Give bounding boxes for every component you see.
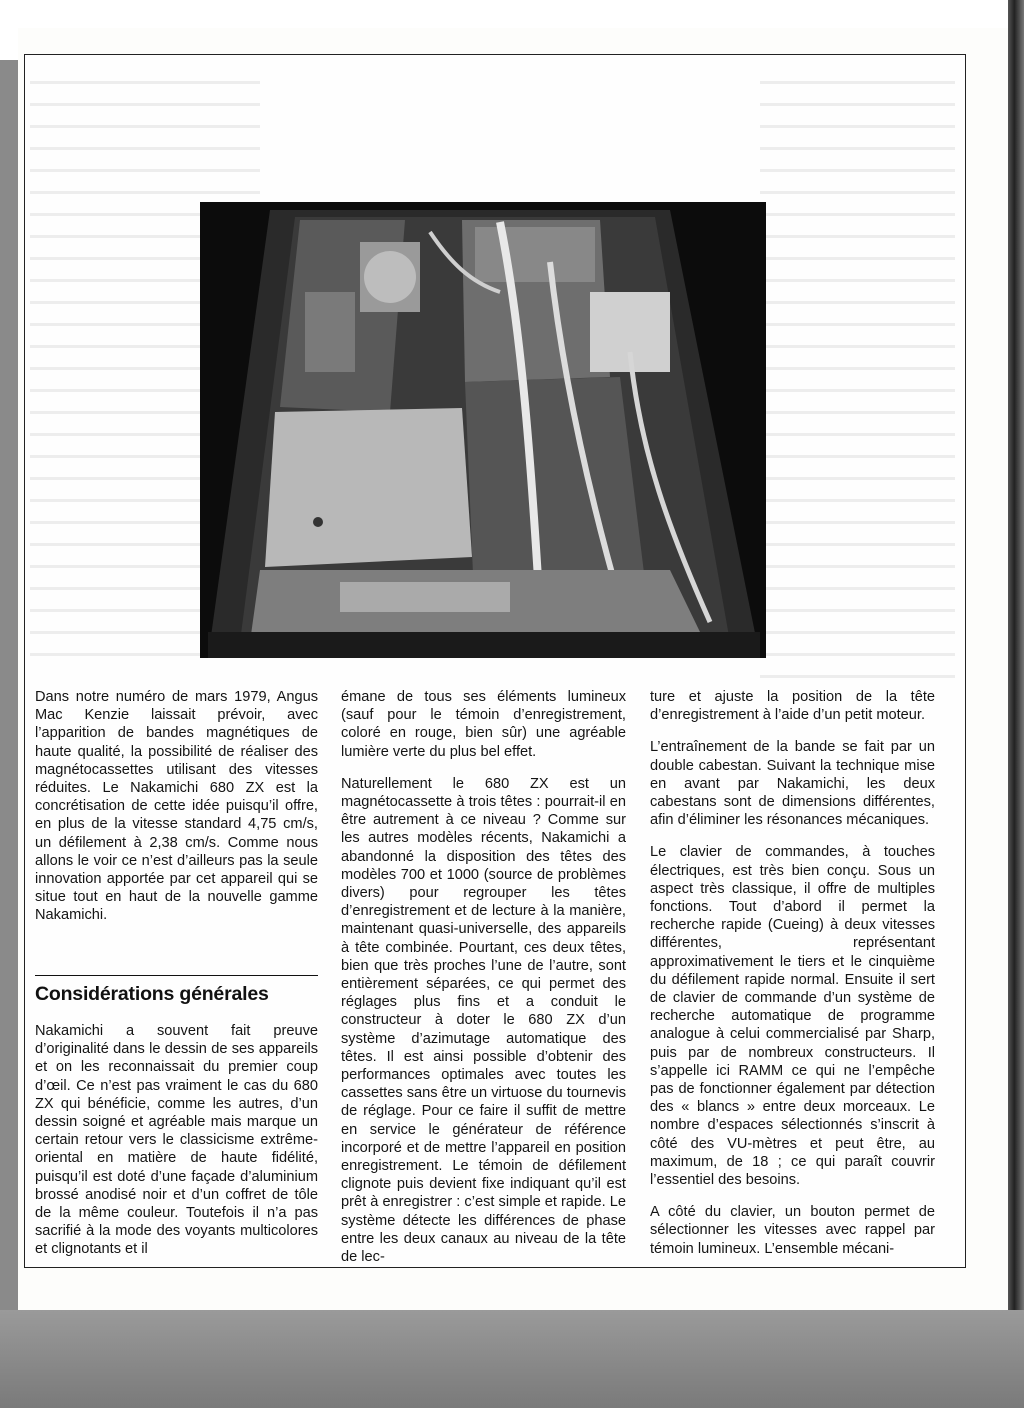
show-through-text-right — [760, 70, 955, 690]
paragraph: Le clavier de commandes, à touches électriques, est très bien conçu. Sous un aspect très classique, il offre de multiples fonctions. Tout d’abord il permet la recherche rapide (Cueing) à deux vitesses différentes, représentant approximativement le tiers et le cinquième du défilement rapide normal. Ensuite il sert de clavier de commande d’un système de recherche automatique de programme analogue à celui commercialisé par Sharp, puis par de nombreux constructeurs. Il s’appelle ici RAMM ce qui ne l’empêche pas de fonctionner également par détection des « blancs » entre deux morceaux. Le nombre d’espaces sélectionnés s’inscrit à côté des VU-mètres et peut être, au maximum, de 18 ; ce qui paraît couvrir l’essentiel des besoins. — [650, 844, 935, 1189]
column-3 — [650, 688, 935, 1272]
section-heading: Considérations générales — [35, 983, 269, 1005]
paragraph: A côté du clavier, un bouton permet de sélectionner les vitesses avec rappel par témoin lumineux. L’ensemble mécani- — [650, 1204, 935, 1257]
section-rule — [35, 975, 318, 976]
chassis-illustration — [200, 202, 766, 658]
column-1-intro — [35, 688, 318, 939]
column-2 — [341, 688, 626, 1280]
paragraph: émane de tous ses éléments lumineux (sauf pour le témoin d’enregistrement, coloré en rouge, bien sûr) une agréable lumière verte du plus bel effet. — [341, 689, 626, 760]
section-paragraph: Nakamichi a souvent fait preuve d’originalité dans le dessin de ses appareils et on les reconnaissait du premier coup d’œil. Ce n’est pas vraiment le cas du 680 ZX qui bénéficie, comme les autres, d’un dessin soigné et agréable mais marque un certain retour vers le classicisme extrême-oriental en matière de haute fidélité, puisqu’il est doté d’une façade d’aluminium brossé anodisé noir et d’un coffret de tôle de la même couleur. Toutefois il n’a pas sacrifié à la mode des voyants multicolores et clignotants et il — [35, 1023, 318, 1258]
chassis-photo — [200, 202, 766, 658]
paragraph: Naturellement le 680 ZX est un magnétocassette à trois têtes : pourrait-il en être autrement à ce niveau ? Comme sur les autres modèles récents, Nakamichi a abandonné la disposition des têtes des modèles 700 et 1000 (source de problèmes divers) pour regrouper les têtes d’enregistrement et de lecture à la manière, maintenant quasi-universelle, des appareils à tête combinée. Pourtant, ces deux têtes, bien que très proches l’une de l’autre, sont entièrement séparées, ce qui permet des réglages plus fins et a conduit le constructeur à doter le 680 ZX d’un système d’azimutage automatique des têtes. Il est ainsi possible d’obtenir des performances optimales avec toutes les cassettes sans être un virtuose du tournevis de réglage. Pour ce faire il suffit de mettre en service le générateur de référence incorporé et de mettre l’appareil en position enregistrement. Le témoin de défilement clignote puis devient fixe indiquant qu’il est prêt à enregistrer : c’est simple et rapide. Le système détecte les différences de phase entre les deux canaux au niveau de la tête de lec- — [341, 775, 626, 1266]
binding-edge — [1008, 0, 1024, 1310]
column-1-section — [35, 1022, 318, 1273]
paragraph: ture et ajuste la position de la tête d’enregistrement à l’aide d’un petit moteur. — [650, 689, 935, 724]
paragraph: L’entraînement de la bande se fait par un double cabestan. Suivant la technique mise en avant par Nakamichi, les deux cabestans sont de dimensions différentes, afin d’éliminer les résonances mécaniques. — [650, 739, 935, 829]
intro-paragraph: Dans notre numéro de mars 1979, Angus Mac Kenzie laissait prévoir, avec l’apparition de bandes magnétiques de haute qualité, la possibilité de réaliser des magnétocassettes utilisant des vitesses réduites. Le Nakamichi 680 ZX est la concrétisation de cette idée puisqu’il offre, en plus de la vitesse standard 4,75 cm/s, un défilement à 2,38 cm/s. Comme nous allons le voir ce n’est d’ailleurs pas la seule innovation apportée par cet appareil qui se situe tout en haut de la nouvelle gamme Nakamichi. — [35, 689, 318, 924]
scan-border-bottom — [0, 1310, 1024, 1408]
